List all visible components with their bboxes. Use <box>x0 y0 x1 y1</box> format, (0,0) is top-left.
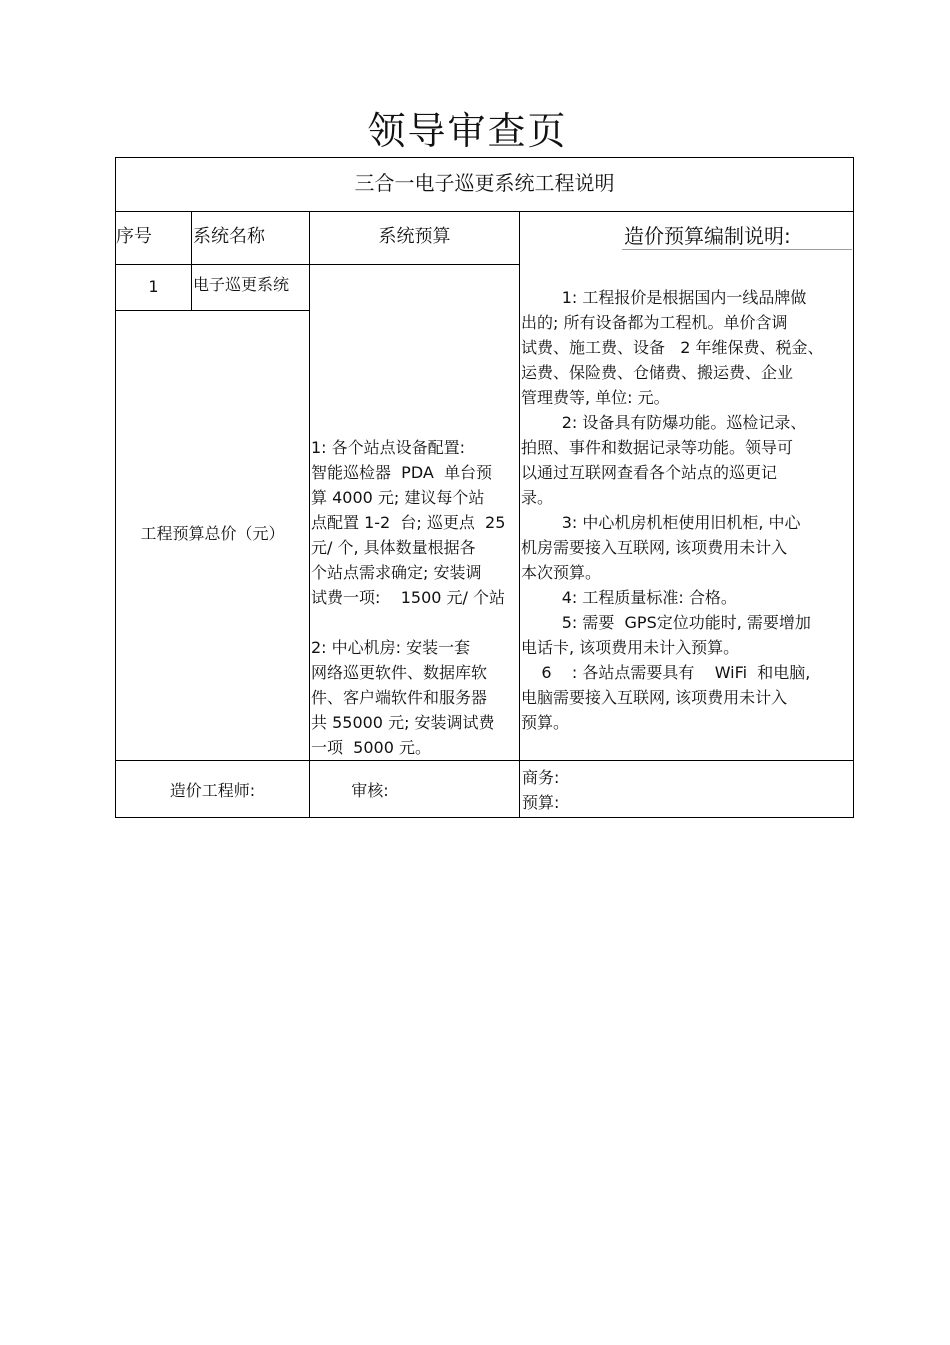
header-system-name: 系统名称 <box>193 226 265 247</box>
budget-description <box>311 435 519 760</box>
business-label: 商务: <box>522 768 560 787</box>
budget-line: 元/ 个, 具体数量根据各 <box>311 538 476 557</box>
note-line: 5: 需要 GPS定位功能时, 需要增加 <box>521 613 811 632</box>
budget-line: 个站点需求确定; 安装调 <box>311 563 482 582</box>
note-line: 出的; 所有设备都为工程机。单价含调 <box>521 313 788 332</box>
note-line: 运费、保险费、仓储费、搬运费、企业 <box>521 363 794 382</box>
note-line: 录。 <box>521 488 554 507</box>
note-line: 1: 工程报价是根据国内一线品牌做 <box>521 288 807 307</box>
budget-signature-label: 预算: <box>522 793 560 812</box>
note-line: 6 : 各站点需要具有 WiFi 和电脑, <box>521 663 811 682</box>
note-line: 3: 中心机房机柜使用旧机柜, 中心 <box>521 513 801 532</box>
reviewer-label: 审核: <box>351 781 389 800</box>
note-line: 本次预算。 <box>521 563 602 582</box>
table-caption: 三合一电子巡更系统工程说明 <box>354 171 615 195</box>
budget-line: 智能巡检器 PDA 单台预 <box>311 463 492 482</box>
budget-line <box>311 610 519 635</box>
cost-engineer-label: 造价工程师: <box>169 781 256 800</box>
budget-line: 共 55000 元; 安装调试费 <box>311 713 495 732</box>
budget-line: 点配置 1-2 台; 巡更点 25 <box>311 513 506 532</box>
note-line: 试费、施工费、设备 2 年维保费、税金、 <box>521 338 824 357</box>
note-line: 2: 设备具有防爆功能。巡检记录、 <box>521 413 807 432</box>
budget-line: 2: 中心机房: 安装一套 <box>311 638 471 657</box>
budget-line: 算 4000 元; 建议每个站 <box>311 488 485 507</box>
header-notes: 造价预算编制说明: <box>624 224 791 248</box>
budget-line: 1: 各个站点设备配置: <box>311 438 466 457</box>
note-line: 电脑需要接入互联网, 该项费用未计入 <box>521 688 788 707</box>
header-index: 序号 <box>116 226 152 247</box>
budget-line: 一项 5000 元。 <box>311 738 431 757</box>
note-line: 以通过互联网查看各个站点的巡更记 <box>521 463 778 482</box>
note-line: 4: 工程质量标准: 合格。 <box>521 588 737 607</box>
note-line: 电话卡, 该项费用未计入预算。 <box>521 638 740 657</box>
note-line: 机房需要接入互联网, 该项费用未计入 <box>521 538 788 557</box>
page-title: 领导审查页 <box>367 109 568 153</box>
row-index: 1 <box>148 277 159 296</box>
header-notes-underline <box>622 249 852 250</box>
budget-line: 试费一项: 1500 元/ 个站 <box>311 588 506 607</box>
note-line: 预算。 <box>521 713 570 732</box>
note-line: 拍照、事件和数据记录等功能。领导可 <box>521 438 794 457</box>
row-system-name: 电子巡更系统 <box>193 275 290 294</box>
cost-notes <box>521 285 853 735</box>
total-price-label: 工程预算总价（元） <box>140 524 285 543</box>
header-budget: 系统预算 <box>378 226 451 247</box>
budget-line: 网络巡更软件、数据库软 <box>311 663 488 682</box>
note-line: 管理费等, 单位: 元。 <box>521 388 670 407</box>
budget-line: 件、客户端软件和服务器 <box>311 688 488 707</box>
